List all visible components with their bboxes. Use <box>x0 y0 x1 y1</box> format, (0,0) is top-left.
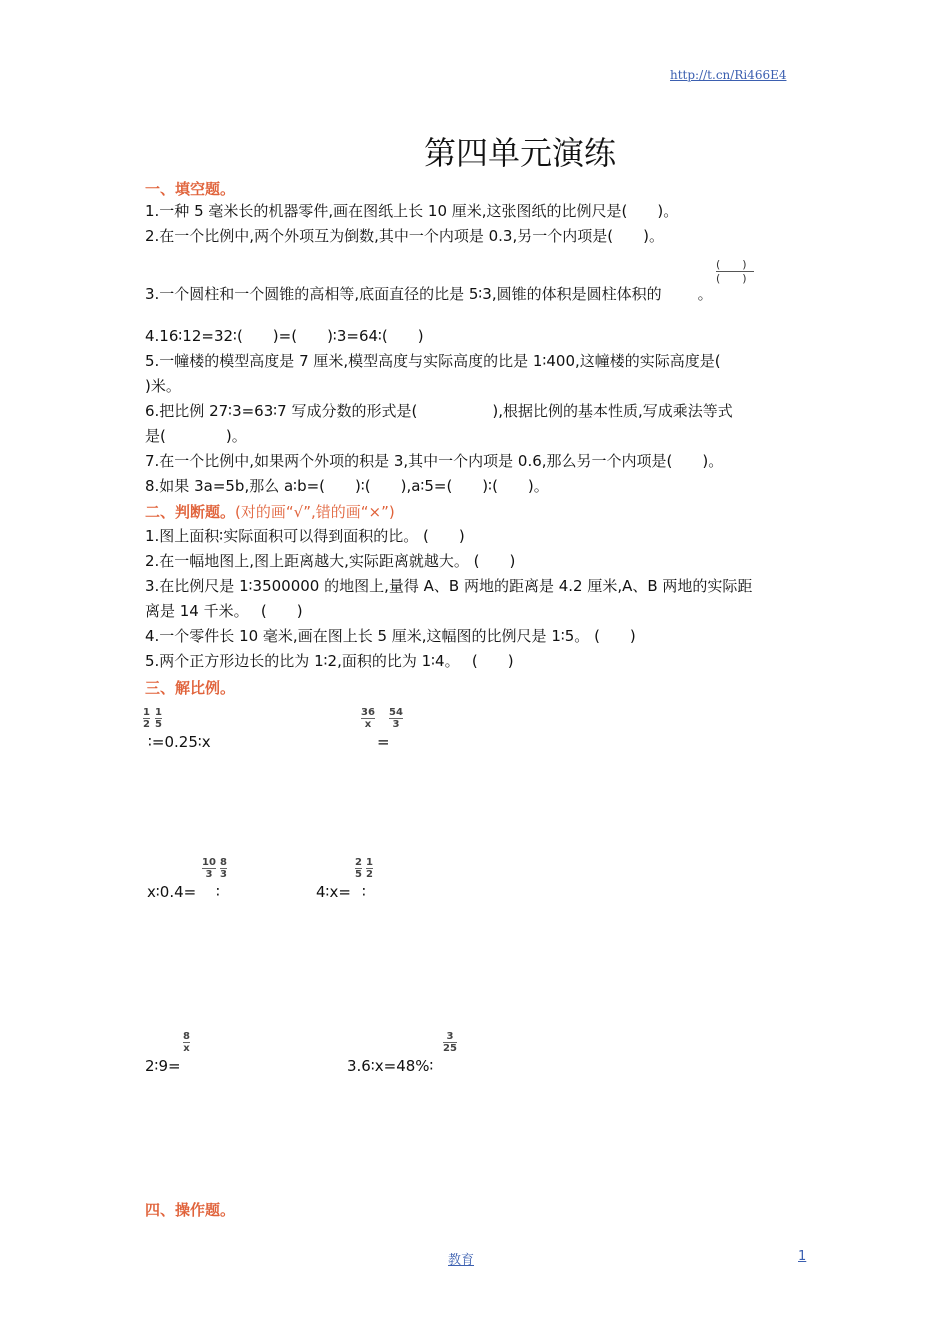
fill-question-6a: 6.把比例 27∶3=63∶7 写成分数的形式是( ),根据比例的基本性质,写成乘法等式 <box>145 402 733 420</box>
fill-question-2: 2.在一个比例中,两个外项互为倒数,其中一个内项是 0.3,另一个内项是( )。 <box>145 227 664 245</box>
judge-question-3a: 3.在比例尺是 1∶3500000 的地图上,量得 A、B 两地的距离是 4.2 厘米,A、B 两地的实际距 <box>145 577 753 595</box>
solve-p2-fraction-2: $\frac{54}{3}$ <box>389 707 403 730</box>
source-url[interactable]: http://t.cn/Ri466E4 <box>670 68 787 82</box>
solve-p2-equals: = <box>377 733 390 751</box>
section-heading-judge: 二、判断题。(对的画“√”,错的画“×”) <box>145 503 395 521</box>
fill-q3-fraction-blank: ( ) ( ) <box>716 258 754 285</box>
fill-question-5a: 5.一幢楼的模型高度是 7 厘米,模型高度与实际高度的比是 1∶400,这幢楼的实际高度是( <box>145 352 721 370</box>
solve-problem-4: 4∶x= <box>316 883 351 901</box>
judge-question-2: 2.在一幅地图上,图上距离越大,实际距离就越大。 ( ) <box>145 552 516 570</box>
section-heading-fill: 一、填空题。 <box>145 180 236 198</box>
solve-p6-fraction: $\frac{3}{25}$ <box>443 1031 457 1054</box>
solve-p4-fraction-1: $\frac{2}{5}$ <box>355 857 362 880</box>
fill-question-4: 4.16∶12=32∶( )=( )∶3=64∶( ) <box>145 327 424 345</box>
solve-p2-fraction-1: $\frac{36}{x}$ <box>361 707 375 730</box>
fill-question-1: 1.一种 5 毫米长的机器零件,画在图纸上长 10 厘米,这张图纸的比例尺是( )。 <box>145 202 679 220</box>
section-heading-operate: 四、操作题。 <box>145 1201 236 1219</box>
solve-p1-fraction-2: $\frac{1}{5}$ <box>155 707 162 730</box>
solve-p4-fraction-2: $\frac{1}{2}$ <box>366 857 373 880</box>
fill-question-8: 8.如果 3a=5b,那么 a∶b=( )∶( ),a∶5=( )∶( )。 <box>145 477 549 495</box>
footer-label[interactable]: 教育 <box>448 1253 475 1268</box>
fill-question-7: 7.在一个比例中,如果两个外项的积是 3,其中一个内项是 0.6,那么另一个内项是( )。 <box>145 452 724 470</box>
fill-question-5b: )米。 <box>145 377 181 395</box>
page-title: 第四单元演练 <box>423 134 616 172</box>
solve-p4-colon: ∶ <box>362 883 366 901</box>
fill-question-6b: 是( )。 <box>145 427 247 445</box>
solve-p5-fraction: $\frac{8}{x}$ <box>183 1031 190 1054</box>
solve-p3-fraction-2: $\frac{8}{3}$ <box>220 857 227 880</box>
solve-problem-3: x∶0.4= <box>147 883 197 901</box>
judge-question-4: 4.一个零件长 10 毫米,画在图上长 5 厘米,这幅图的比例尺是 1∶5。 ( ) <box>145 627 636 645</box>
solve-problem-1: ∶=0.25∶x <box>148 733 211 751</box>
judge-question-3b: 离是 14 千米。 ( ) <box>145 602 303 620</box>
fill-question-3: 3.一个圆柱和一个圆锥的高相等,底面直径的比是 5∶3,圆锥的体积是圆柱体积的 。 <box>145 285 713 303</box>
judge-question-1: 1.图上面积∶实际面积可以得到面积的比。 ( ) <box>145 527 465 545</box>
section-heading-solve: 三、解比例。 <box>145 679 236 697</box>
solve-p3-fraction-1: $\frac{10}{3}$ <box>202 857 216 880</box>
judge-question-5: 5.两个正方形边长的比为 1∶2,面积的比为 1∶4。 ( ) <box>145 652 514 670</box>
solve-p3-colon: ∶ <box>216 883 220 901</box>
solve-problem-5: 2∶9= <box>145 1057 181 1075</box>
solve-problem-6: 3.6∶x=48%∶ <box>347 1057 434 1075</box>
page-number: 1 <box>798 1249 807 1264</box>
solve-p1-fraction-1: $\frac{1}{2}$ <box>143 707 150 730</box>
